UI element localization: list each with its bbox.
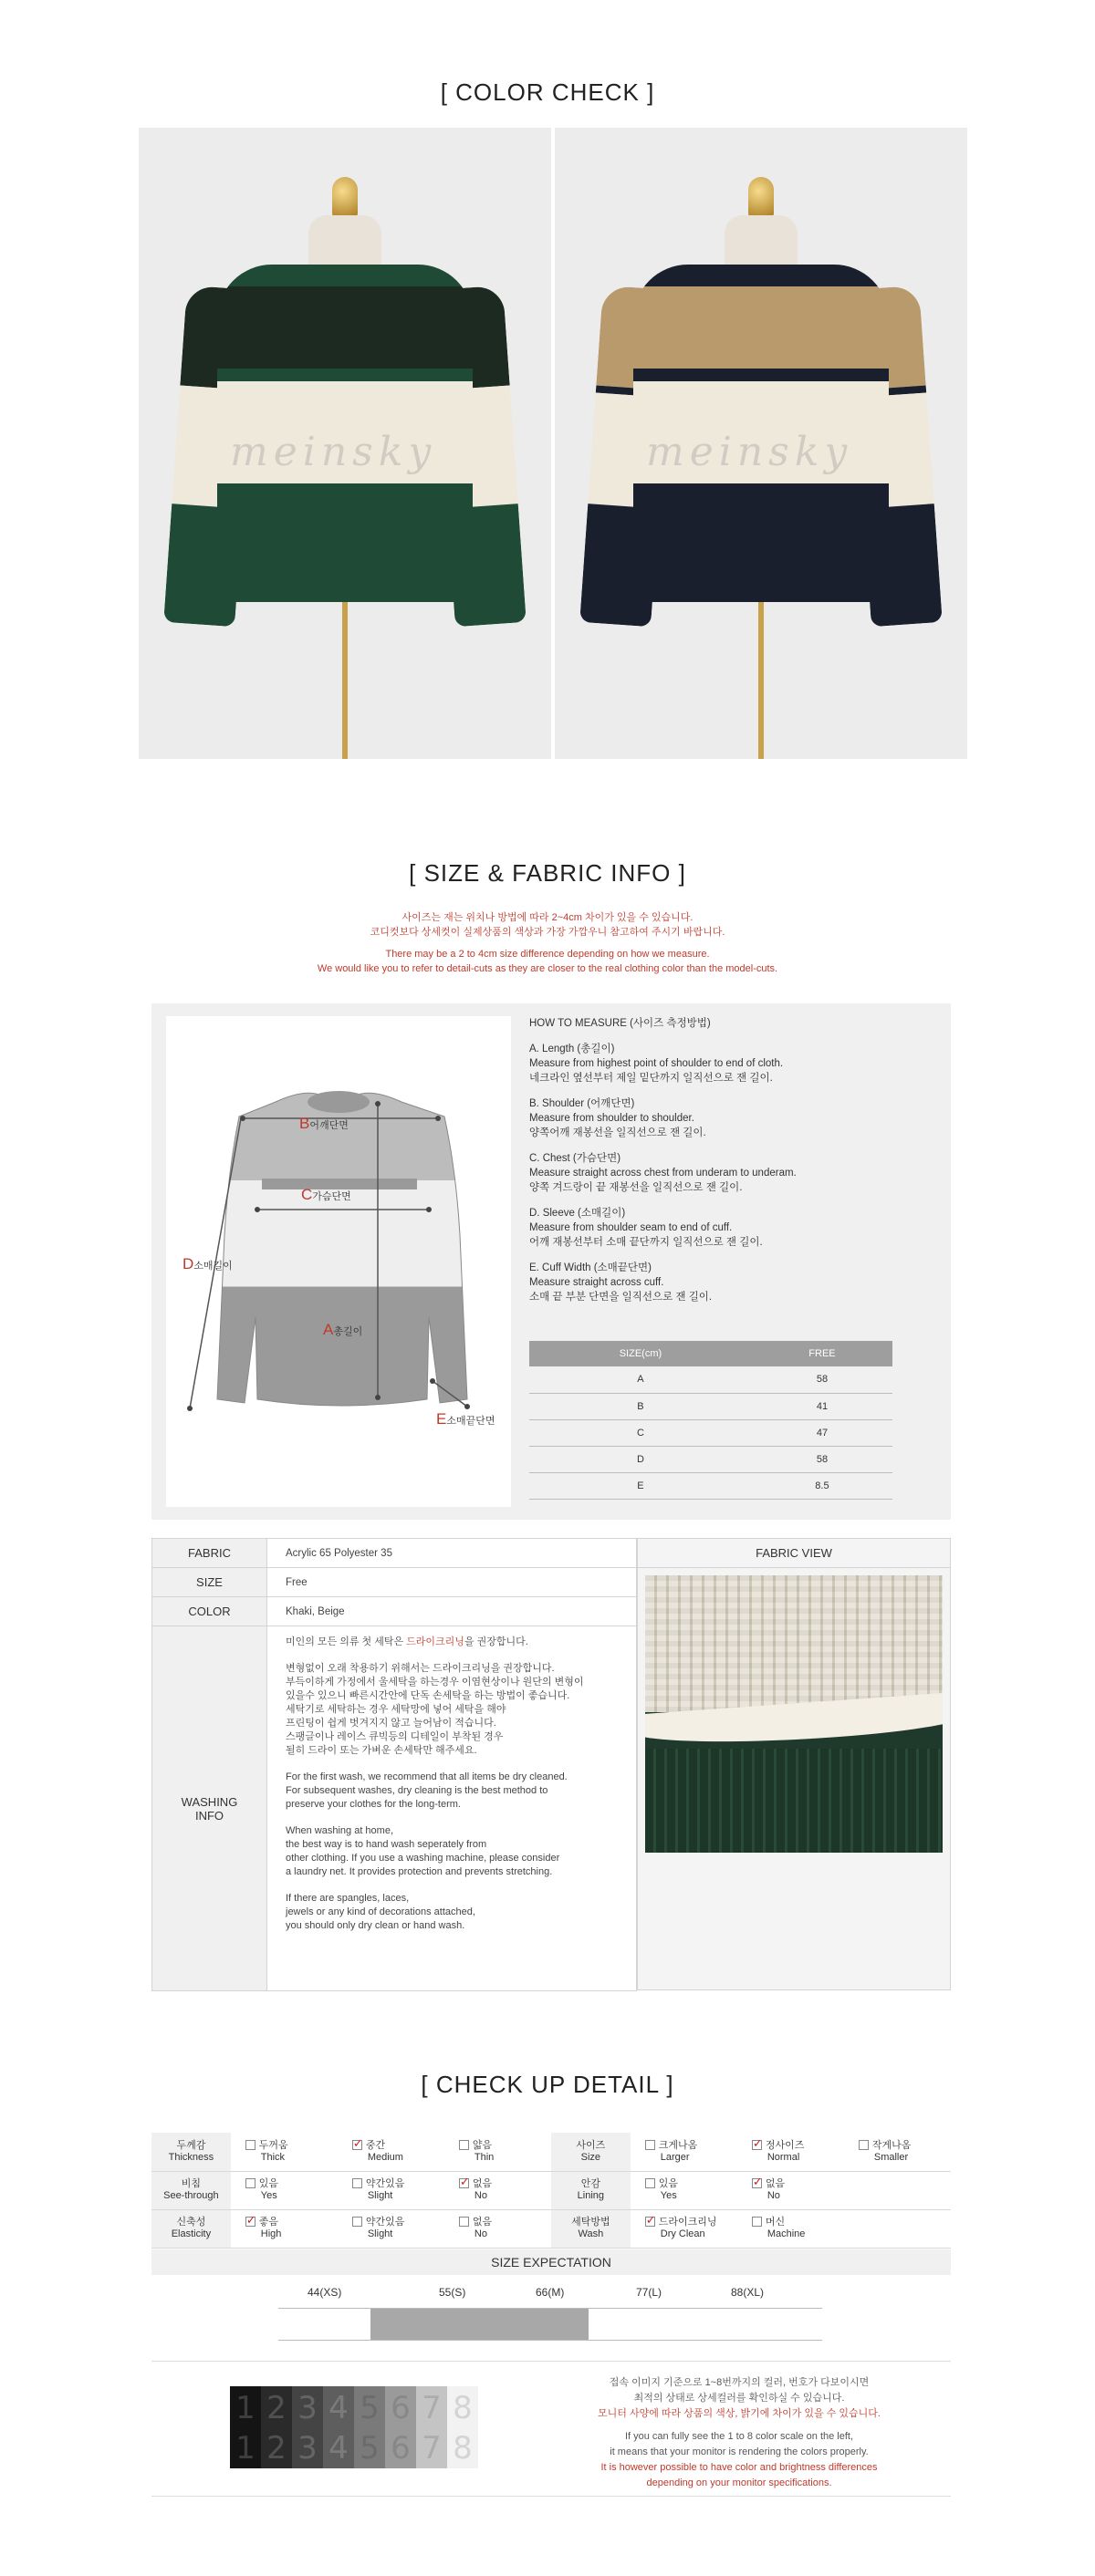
measure-diagram (166, 1016, 511, 1507)
color-scale-swatch: 7 7 (416, 2386, 447, 2468)
checkbox (352, 2217, 362, 2227)
color-scale (230, 2386, 478, 2468)
checkbox (645, 2140, 655, 2150)
size-note-kr: 사이즈는 재는 위치나 방법에 따라 2~4cm 차이가 있을 수 있습니다. 코디컷보다 상세컷이 실제상품의 색상과 가장 가깝우니 참고하여 주시기 바랍니다. (370, 912, 725, 938)
how-to-measure: HOW TO MEASURE (사이즈 측정방법) A. Length (총길이) Measure from highest point of shoulder to end of cloth. 네크라인 옆선부터 제일 밑단까지 일직선으로 잰 길이. B. Shoulder (어깨단면) Measure from shoulder to shoulder. 양쪽어깨 재봉선을 일직선으로 잰 길이. C. Chest (가슴단면) Measure straight across chest from underam to underam. 양쪽 겨드랑이 끝 재봉선을 일직선으로 잰 길이. D. Sleeve (소매길이) Measure from shoulder seam to end of cuff. 어깨 재봉선부터 소매 끝단까지 일직선으로 잰 길이. E. Cuff Width (소매끝단면) Measure straight across cuff. 소매 끝 부분 단면을 일직선으로 잰 길이. (529, 1018, 797, 1303)
checkbox (645, 2217, 655, 2227)
fabric-closeup-image (645, 1575, 943, 1853)
checkbox (459, 2178, 469, 2188)
color-scale-swatch: 8 8 (447, 2386, 478, 2468)
color-scale-note: 접속 이미지 기준으로 1~8번까지의 컬러, 번호가 다보이시면 최적의 상태로 상세컬러를 확인하실 수 있습니다. 모니터 사양에 따라 상품의 색상, 밝기에 차이가 있을 수 있습니다. If you can fully see the 1 to 8 color scale on the left, it means that your monitor is rendering the colors properly. It is however possible to have color and brightness differences depending on your monitor specifications. (598, 2377, 881, 2488)
checkbox (859, 2140, 869, 2150)
color-scale-swatch: 2 2 (261, 2386, 292, 2468)
fabric-view: FABRIC VIEW (637, 1538, 951, 1990)
thickness-label: 두께감 Thickness (151, 2133, 231, 2171)
size-scale-labels: 44(XS) 55(S) 66(M) 77(L) 88(XL) (308, 2286, 765, 2299)
checkbox (245, 2178, 256, 2188)
table-row: E 8.5 (529, 1472, 892, 1499)
table-row: A 58 (529, 1366, 892, 1393)
size-expectation-title: SIZE EXPECTATION (151, 2249, 951, 2275)
watermark: meinsky (230, 429, 437, 475)
label-e: E소매끝단면 (436, 1410, 495, 1428)
fabric-info-table: FABRIC Acrylic 65 Polyester 35 SIZE Free COLOR Khaki, Beige WASHING INFO 미인의 모든 의류 첫 세탁은 드라이크리닝을 권장합니다. 변형없이 오래 착용하기 위해서는 드라이크리닝을 권장합니다. 부득이하게 가정에서 울세탁을 하는경우 이염현상이나 원단의 변형이 있을수 있으니 빠른시간안에 단독 손세탁을 하는 방법이 좋습니다. 세탁기로 세탁하는 경우 세탁망에 넣어 세탁을 해야 프린팅이 쉽게 벗겨지지 않고 늘어남이 적습니다. 스팽글이나 레이스 큐빅등의 디테일이 부착된 경우 될히 드라이 또는 가벼운 손세탁만 해주세요. For the first wash, we recommend that all items be dry cleaned. For subsequent washes, dry cleaning is the best method to preserve your clothes for the long-term. When washing at home, the best way is to hand wash seperately from other clothing. If you use a washing machine, please consider a laundry net. It provides protection and prevents stretching. If there are spangles, laces, jewels or any kind of decorations attached, you should only dry clean or hand wash. (151, 1538, 637, 1991)
size-fit-label: 사이즈 Size (551, 2133, 631, 2171)
size-expectation-fill (370, 2309, 588, 2340)
color-scale-swatch: 1 1 (230, 2386, 261, 2468)
beige-sweater-photo (555, 128, 967, 759)
size-fabric-title: [ SIZE & FABRIC INFO ] (409, 859, 686, 887)
washing-info-text: 미인의 모든 의류 첫 세탁은 드라이크리닝을 권장합니다. 변형없이 오래 착용하기 위해서는 드라이크리닝을 권장합니다. 부득이하게 가정에서 울세탁을 하는경우 이염현상이나 원단의 변형이 있을수 있으니 빠른시간안에 단독 손세탁을 하는 방법이 좋습니다. 세탁기로 세탁하는 경우 세탁망에 넣어 세탁을 해야 프린팅이 쉽게 벗겨지지 않고 늘어남이 적습니다. 스팽글이나 레이스 큐빅등의 디테일이 부착된 경우 될히 드라이 또는 가벼운 손세탁만 해주세요. For the first wash, we recommend that all items be dry cleaned. For subsequent washes, dry cleaning is the best method to preserve your clothes for the long-term. When washing at home, the best way is to hand wash seperately from other clothing. If you use a washing machine, please consider a laundry net. It provides protection and prevents stretching. If there are spangles, laces, jewels or any kind of decorations attached, you should only dry clean or hand wash. (267, 1626, 637, 1991)
color-scale-swatch: 5 5 (354, 2386, 385, 2468)
table-row: C 47 (529, 1419, 892, 1446)
checkbox (645, 2178, 655, 2188)
checkbox (245, 2217, 256, 2227)
label-d: D소매길이 (182, 1255, 233, 1272)
label-c: C가슴단면 (301, 1186, 351, 1203)
watermark: meinsky (646, 429, 853, 475)
checkbox (352, 2178, 362, 2188)
color-scale-swatch: 3 3 (292, 2386, 323, 2468)
check-up-title: [ CHECK UP DETAIL ] (421, 2071, 674, 2098)
color-scale-swatch: 6 6 (385, 2386, 416, 2468)
green-sweater-photo (139, 128, 551, 759)
wash-label: 세탁방법 Wash (551, 2209, 631, 2248)
size-expectation-track (278, 2308, 822, 2341)
checkbox (459, 2140, 469, 2150)
table-row: D 58 (529, 1446, 892, 1472)
checkbox (459, 2217, 469, 2227)
table-row: B 41 (529, 1393, 892, 1419)
size-note-en: There may be a 2 to 4cm size difference depending on how we measure. We would like you to refer to detail-cuts as they are closer to the real clothing color than the model-cuts. (317, 949, 778, 974)
lining-label: 안감 Lining (551, 2171, 631, 2209)
elasticity-label: 신축성 Elasticity (151, 2209, 231, 2248)
color-check-title: [ COLOR CHECK ] (440, 78, 655, 106)
label-b: B어깨단면 (299, 1115, 349, 1132)
checkbox (352, 2140, 362, 2150)
see-through-label: 비침 See-through (151, 2171, 231, 2209)
color-scale-swatch: 4 4 (323, 2386, 354, 2468)
checkbox (245, 2140, 256, 2150)
label-a: A총길이 (323, 1321, 363, 1338)
measure-box (151, 1003, 951, 1520)
checkbox (752, 2178, 762, 2188)
check-up-table: 두께감 Thickness 두꺼움 Thick ✓중간 Medium 얇음 Thin 사이즈 Size 크게나옴 Larger ✓정사이즈 Normal 작게나옴 Smaller 비침 See-through 있음 Yes 약간있음 Slight ✓없음 No 안감 Lining 있음 Yes ✓없음 No 신축성 Elasticity ✓좋음 High 약간있음 Slight 없음 No 세탁방법 Wash ✓드라이크리닝 Dry Clean 머신 Machine (151, 2133, 951, 2249)
checkbox (752, 2217, 762, 2227)
checkbox (752, 2140, 762, 2150)
size-table: SIZE(cm) FREE A 58 B 41 C 47 D 58 E 8.5 (529, 1341, 892, 1500)
